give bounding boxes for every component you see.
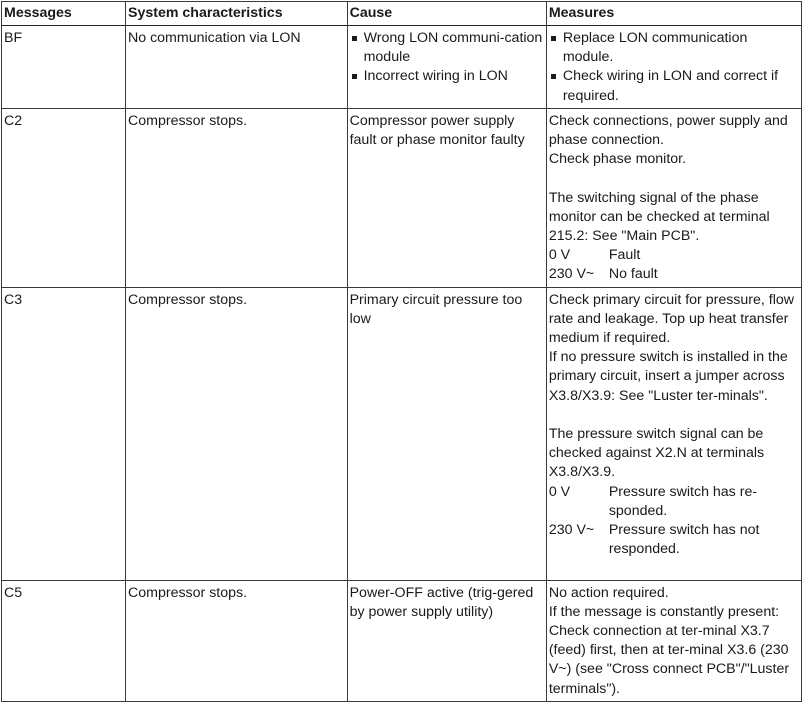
- measure-text: The pressure switch signal can be checked against X2.N at terminals X3.8/X3.9.: [548, 426, 765, 481]
- cause: Compressor power supply fault or phase monitor faulty: [347, 108, 546, 287]
- measure-text: Check connections, power supply and phase connection.: [548, 112, 788, 149]
- message-code: BF: [2, 26, 126, 109]
- voltage-meaning: Pressure switch has re-sponded.: [608, 483, 758, 519]
- signal-value-row: [549, 521, 799, 559]
- voltage-value: 230 V~: [548, 522, 595, 539]
- cause-list: [350, 29, 544, 87]
- signal-value-row: [549, 265, 799, 284]
- table-row: [2, 26, 802, 109]
- table-row: [2, 580, 802, 701]
- voltage-value: 230 V~: [548, 266, 595, 283]
- measures: [546, 108, 801, 287]
- voltage-meaning: Pressure switch has not responded.: [608, 522, 760, 558]
- list-item: Wrong LON communi-cation module: [350, 29, 544, 67]
- system-characteristics: Compressor stops.: [126, 108, 348, 287]
- message-code: C5: [2, 580, 126, 701]
- measure-text: No action required.: [548, 584, 669, 601]
- measures: [546, 26, 801, 109]
- header-system-characteristics: System characteristics: [126, 2, 348, 26]
- table-row: [2, 287, 802, 580]
- measure-text: Check primary circuit for pressure, flow rate and leakage. Top up heat transfer medium if required.: [548, 291, 795, 347]
- cause: [347, 26, 546, 109]
- measure-text: The switching signal of the phase monitor can be checked at terminal 215.2: See "Main PCB".: [548, 189, 770, 245]
- measures-list: [549, 29, 799, 106]
- list-item: Check wiring in LON and correct if required.: [549, 67, 799, 105]
- message-code: C2: [2, 108, 126, 287]
- voltage-meaning: Fault: [608, 247, 641, 264]
- cause: Power-OFF active (trig-gered by power supply utility): [347, 580, 546, 701]
- measure-text: If the message is constantly present: Check connection at ter-minal X3.7 (feed) first, then at ter-minal X3.6 (230 V~) (see "Cross connect PCB"/"Luster terminals").: [548, 603, 790, 697]
- cause: Primary circuit pressure too low: [347, 287, 546, 580]
- signal-value-row: [549, 483, 799, 521]
- system-characteristics: Compressor stops.: [126, 580, 348, 701]
- voltage-value: 0 V: [548, 483, 571, 500]
- system-characteristics: No communication via LON: [126, 26, 348, 109]
- header-messages: Messages: [2, 2, 126, 26]
- message-code: C3: [2, 287, 126, 580]
- voltage-value: 0 V: [548, 247, 571, 264]
- measure-text: Check phase monitor.: [548, 151, 687, 168]
- measures: [546, 287, 801, 580]
- header-measures: Measures: [546, 2, 801, 26]
- list-item: Incorrect wiring in LON: [350, 67, 544, 86]
- signal-value-row: [549, 246, 799, 265]
- system-characteristics: Compressor stops.: [126, 287, 348, 580]
- measures: [546, 580, 801, 701]
- fault-messages-table: [1, 1, 802, 702]
- table-row: [2, 108, 802, 287]
- header-cause: Cause: [347, 2, 546, 26]
- table-header-row: [2, 2, 802, 26]
- voltage-meaning: No fault: [608, 266, 658, 283]
- list-item: Replace LON communication module.: [549, 29, 799, 67]
- measure-text: If no pressure switch is installed in the primary circuit, insert a jumper across X3.8/X3.9: See "Luster ter-minals".: [548, 349, 788, 404]
